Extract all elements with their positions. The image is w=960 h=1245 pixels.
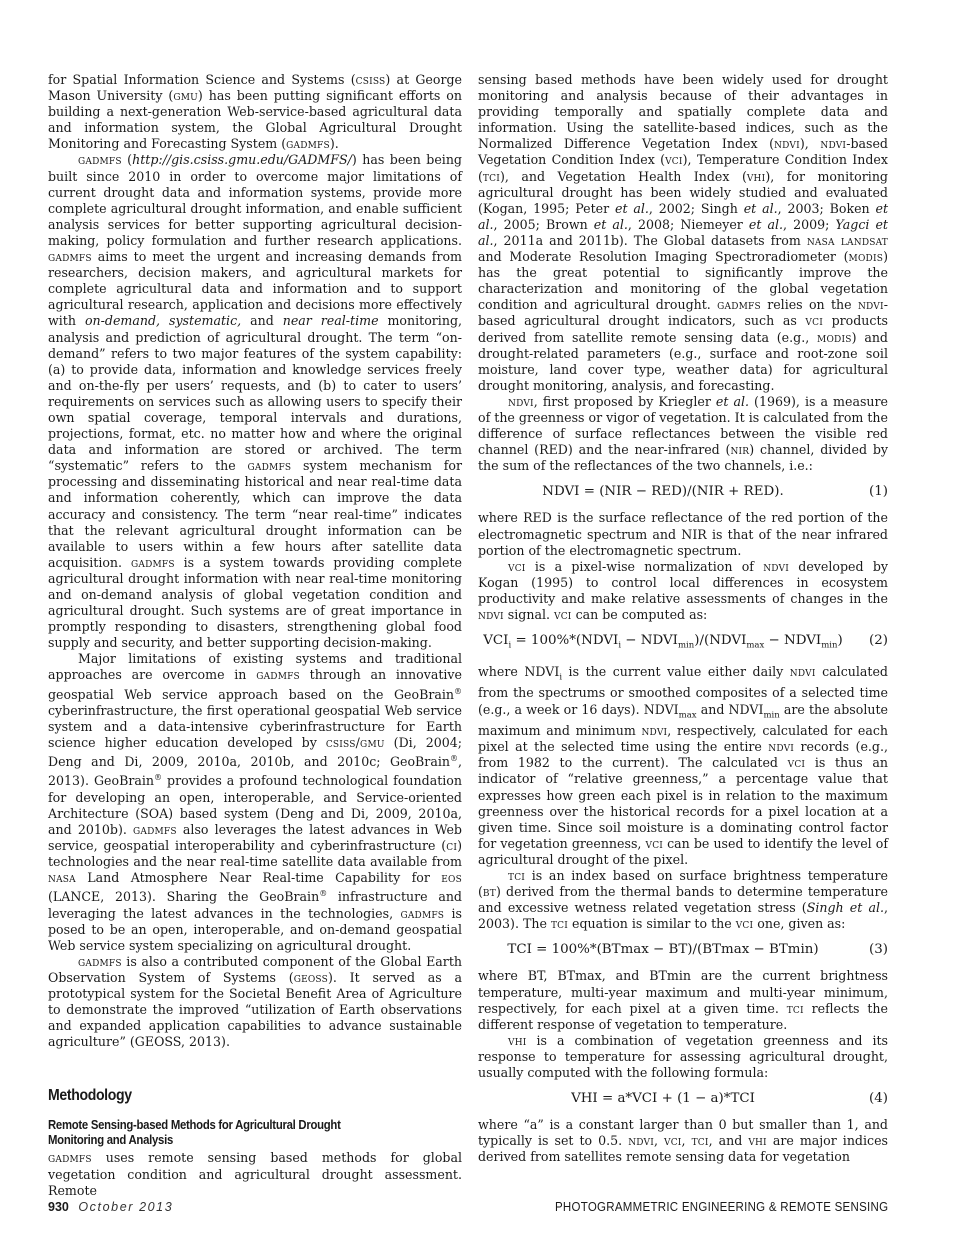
paragraph: ndvi, first proposed by Kriegler et al. (1969), is a measure of the greenness or vigor of vegetation. It is calculated from the difference of surface reflectances between the visible red channel (RED) and the near-infrared (nir) channel, divided by the sum of the reflectances of the two channels, i.e.: [478, 393, 888, 474]
url-link[interactable]: http://gis.csiss.gmu.edu/GADMFS/ [132, 152, 352, 168]
equation-3: TCI = 100%*(BTmax − BT)/(BTmax − BTmin) (3) [507, 942, 888, 958]
paragraph: for Spatial Information Science and Systems (csiss) at George Mason University (gmu) has been putting significant efforts on building a next-generation Web-service-based agricultural data and information system, the Global Agricultural Drought Monitoring and Forecasting System (gadmfs). [48, 72, 463, 152]
equation-number: (2) [869, 633, 888, 649]
issue-date: October 2013 [78, 1200, 174, 1214]
paragraph: tci is an index based on surface brightness temperature (bt) derived from the thermal bands to determine temperature and excessive wetness related vegetation stress (Singh et al., 2003). The tci equation is similar to the vci one, given as: [478, 868, 888, 932]
paragraph: vci is a pixel-wise normalization of ndvi developed by Kogan (1995) to control local differences in ecosystem productivity and make relative assessments of changes in the ndvi signal. vci can be computed as: [478, 558, 889, 622]
equation-number: (4) [869, 1091, 888, 1107]
equation-2: $VCI_i$ = $100\%*(NDVI_i$ − $NDVI_{min})/(NDVI_{max}$ − $NDVI_{min}$) (2) [483, 633, 888, 651]
paragraph: where BT, BTmax, and BTmin are the current brightness temperature, multi-year maximum and multi-year minimum, respectively, for each pixel at a given time. tci reflects the different response of vegetation to temperature. [478, 968, 888, 1032]
right-column [478, 72, 888, 1166]
subsection-heading: Remote Sensing-based Methods for Agricultural Drought Monitoring and Analysis [48, 1118, 341, 1148]
equation-number: (1) [869, 484, 888, 500]
equation-4: VHI = a*VCI + (1 − a)*TCI (4) [571, 1091, 888, 1107]
page-number: 930 [48, 1200, 69, 1214]
paragraph: where $NDVI_i$ is the current value either daily ndvi calculated from the spectrums or smoothed composites of a selected time (e.g., a week or 16 days). $NDVI_{max}$ and $NDVI_{min}$ are the absolute maximum and minimum ndvi, respectively, calculated for each pixel at the selected time using the entire ndvi records (e.g., from 1982 to the current). The calculated vci is thus an indicator of “relative greenness,” a percentage value that expresses how green each pixel is in relation to the maximum greenness over the historical records for a pixel location at a given time. Since soil moisture is a dominating control factor for vegetation greenness, vci can be used to identify the level of agricultural drought of the pixel. [478, 663, 888, 867]
paragraph: gadmfs (http://gis.csiss.gmu.edu/GADMFS/) has been being built since 2010 in order to overcome major limitations of current drought data and information systems, provide more complete agricultural drought information, and enable sufficient analysis services for better supporting agricultural decision-making, policy formulation and further research applications. gadmfs aims to meet the urgent and increasing demands from researchers, decision makers, and agricultural markets for complete agricultural data and information and to support agricultural research, application and decisions more effectively with on-demand, systematic, and near real-time monitoring, analysis and prediction of agricultural drought. The term “on-demand” refers to two major features of the system capability: (a) to provide data, information and knowledge services freely and on-the-fly per users’ requests, and (b) to cater to users’ requirements on services such as allowing users to specify their own spatial coverage, temporal intervals and durations, projections, format, etc. no matter how and where the original data and information are stored or archived. The term “systematic” refers to the gadmfs system mechanism for processing and disseminating historical and near real-time data and information coherently, which can improve the data accuracy and consistency. The term “near real-time” indicates that the relevant agricultural drought information can be available to users within a few hours after satellite data acquisition. gadmfs is a system towards providing complete agricultural drought information with near real-time monitoring and on-demand analysis of global vegetation condition and agricultural drought. Such systems are of great importance in promptly responding to disasters, strengthening global food supply and security, and better supporting decision-making. [48, 152, 463, 651]
equation-1: NDVI = (NIR − RED)/(NIR + RED). (1) [542, 484, 888, 500]
paragraph: Major limitations of existing systems and traditional approaches are overcome in gadmfs through an innovative geospatial Web service approach based on the GeoBrain® cyberinfrastructure, the first operational geospatial Web service system and a data-intensive cyberinfrastructure for Earth science higher education developed by csiss/gmu (Di, 2004; Deng and Di, 2009, 2010a, 2010b, and 2010c; GeoBrain®, 2013). GeoBrain® provides a profound technological foundation for developing an open, interoperable, and Service-oriented Architecture (SOA) based system (Deng and Di, 2009, 2010a, and 2010b). gadmfs also leverages the latest advances in Web service, geospatial interoperability and cyberinfrastructure (ci) technologies and the near real-time satellite data available from nasa Land Atmosphere Near Real-time Capability for eos (LANCE, 2013). Sharing the GeoBrain® infrastructure and leveraging the latest advances in the technologies, gadmfs is posed to be an open, interoperable, and on-demand geospatial Web service system specializing on agricultural drought. [48, 651, 462, 953]
paragraph: where “a” is a constant larger than 0 but smaller than 1, and typically is set to 0.5. ndvi, vci, tci, and vhi are major indices derived from satellites remote sensing data for vegetation [478, 1117, 888, 1165]
paragraph: gadmfs uses remote sensing based methods for global vegetation condition and agricultural drought assessment. Remote [48, 1150, 462, 1198]
journal-name: PHOTOGRAMMETRIC ENGINEERING & REMOTE SENSING [554, 1200, 888, 1214]
paragraph: sensing based methods have been widely used for drought monitoring and analysis because of their advantages in providing temporally and spatially complete data and information. Using the satellite-based indices, such as the Normalized Difference Vegetation Index (ndvi), ndvi-based Vegetation Condition Index (vci), Temperature Condition Index (tci), and Vegetation Health Index (vhi), for monitoring agricultural drought has been widely studied and evaluated (Kogan, 1995; Peter et al., 2002; Singh et al., 2003; Boken et al., 2005; Brown et al., 2008; Niemeyer et al., 2009; Yagci et al., 2011a and 2011b). The Global datasets from nasa landsat and Moderate Resolution Imaging Spectroradiometer (modis) has the great potential to significantly improve the characterization and monitoring of the global vegetation condition and agricultural drought. gadmfs relies on the ndvi-based agricultural drought indicators, such as vci products derived from satellite remote sensing data (e.g., modis) and drought-related parameters (e.g., surface and root-zone soil moisture, land cover type, weather data) for agricultural drought monitoring, analysis, and forecasting. [478, 72, 889, 393]
section-heading: Methodology [48, 1087, 132, 1105]
paragraph: where RED is the surface reflectance of the red portion of the electromagnetic spectrum and NIR is that of the near infrared portion of the electromagnetic spectrum. [478, 510, 888, 558]
paragraph: gadmfs is also a contributed component of the Global Earth Observation System of Systems (geoss). It served as a prototypical system for the Societal Benefit Area of Agriculture to demonstrate the improved “utilization of Earth observations and expanded application capabilities to advance sustainable agriculture” (GEOSS, 2013). [48, 953, 463, 1050]
paragraph: vhi is a combination of vegetation greenness and its response to temperature for assessing agricultural drought, usually computed with the following formula: [478, 1032, 888, 1081]
left-column [48, 72, 462, 1199]
page-footer-left [48, 1200, 173, 1214]
equation-number: (3) [869, 942, 888, 958]
